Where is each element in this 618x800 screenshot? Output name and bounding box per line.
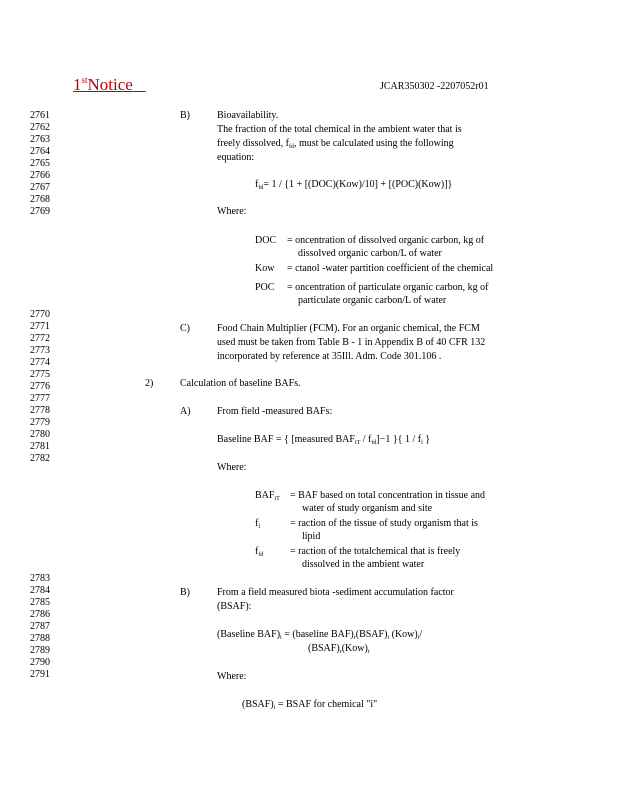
definition-line: = ctanol -water partition coefficient of the chemical [287,263,494,274]
section-b-title: Bioavailability. [217,110,279,121]
line-number: 2763 [30,134,50,145]
line-number: 2772 [30,333,50,344]
where-label: Where: [217,671,247,682]
definition-line: = oncentration of dissolved organic carbon, kg of [287,235,485,246]
line-number: 2764 [30,146,50,157]
term-doc: DOC [255,235,277,246]
line-number: 2787 [30,621,50,632]
line-number: 2776 [30,381,50,392]
term-kow: Kow [255,263,275,274]
line-number: 2781 [30,441,50,452]
document-code: JCAR350302 -2207052r01 [380,81,489,92]
definition-line: particulate organic carbon/L of water [298,295,447,306]
line-number: 2783 [30,573,50,584]
equation-bsaf-line-1: (Baseline $BAF)_i$ = (baseline $BAF)_r(BSAF)_i$ $(Kow)_i/$ [217,629,423,641]
line-number: 2791 [30,669,50,680]
definition-bsaf-i: $(BSAF)_i$ = BSAF for chemical "i" [242,699,378,711]
paragraph-line: (BSAF): [217,601,252,612]
section-c-label: C) [180,323,190,334]
definition-line: dissolved organic carbon/L of water [298,248,442,259]
line-number: 2773 [30,345,50,356]
line-number: 2782 [30,453,50,464]
paragraph-line: The fraction of the total chemical in the ambient water that is [217,124,462,135]
line-number: 2777 [30,393,50,404]
line-number: 2766 [30,170,50,181]
section-a-title: From field -measured BAFs: [217,406,333,417]
definition-line: dissolved in the ambient water [302,559,425,570]
paragraph-line: equation: [217,152,255,163]
where-label: Where: [217,206,247,217]
paragraph-line: From a field measured biota -sediment accumulation factor [217,587,454,598]
line-number: 2762 [30,122,50,133]
definition-line: water of study organism and site [302,503,433,514]
section-2-label: 2) [145,378,154,389]
section-2-title: Calculation of baseline BAFs. [180,378,301,389]
term-ffd: $f_{fd}$ [255,546,264,558]
line-number: 2788 [30,633,50,644]
paragraph-line: Food Chain Multiplier (FCM). For an organic chemical, the FCM [217,323,480,334]
definition-line: = oncentration of particulate organic carbon, kg of [287,282,489,293]
line-number: 2770 [30,309,50,320]
line-number: 2790 [30,657,50,668]
line-number: 2775 [30,369,50,380]
line-number: 2789 [30,645,50,656]
line-numbers-block-1 [30,110,70,218]
line-numbers-block-2 [30,309,70,465]
definition-line: = raction of the totalchemical that is freely [290,546,461,557]
line-number: 2784 [30,585,50,596]
paragraph-line: freely dissolved, $f_{fd}$, must be calculated using the following [217,138,454,150]
term-poc: POC [255,282,275,293]
line-number: 2778 [30,405,50,416]
line-number: 2779 [30,417,50,428]
line-number: 2765 [30,158,50,169]
line-number: 2768 [30,194,50,205]
term-baf: $BAF_{tT}$ [255,490,280,502]
line-number: 2771 [30,321,50,332]
line-number: 2767 [30,182,50,193]
section-b-label: B) [180,110,190,121]
section-b2-label: B) [180,587,190,598]
definition-line: lipid [302,531,321,542]
equation-ffd: $f_{fd}= 1 / \{1 + [(DOC)(Kow)/10] + [(POC)(Kow)]\}$ [255,179,453,191]
section-a-label: A) [180,406,191,417]
line-numbers-block-3 [30,573,70,681]
line-number: 2774 [30,357,50,368]
paragraph-line: used must be taken from Table B - 1 in Appendix B of 40 CFR 132 [217,337,486,348]
notice-heading: 1stNotice [73,75,133,94]
equation-bsaf-line-2: $(BSAF)_r(Kow)_r$ [308,643,370,655]
definition-line: = BAF based on total concentration in tissue and [290,490,486,501]
term-fl: $f_l$ [255,518,261,530]
line-number: 2761 [30,110,50,121]
where-label: Where: [217,462,247,473]
line-number: 2786 [30,609,50,620]
paragraph-line: incorporated by reference at 35Ill. Adm. Code 301.106 . [217,351,442,362]
line-number: 2785 [30,597,50,608]
equation-baseline-baf: Baseline BAF = { [measured $BAF_{tT} / f_{fd}]-1$ }{ $1 / f_l$ } [217,434,431,446]
line-number: 2780 [30,429,50,440]
line-number: 2769 [30,206,50,217]
definition-line: = raction of the tissue of study organism that is [290,518,478,529]
